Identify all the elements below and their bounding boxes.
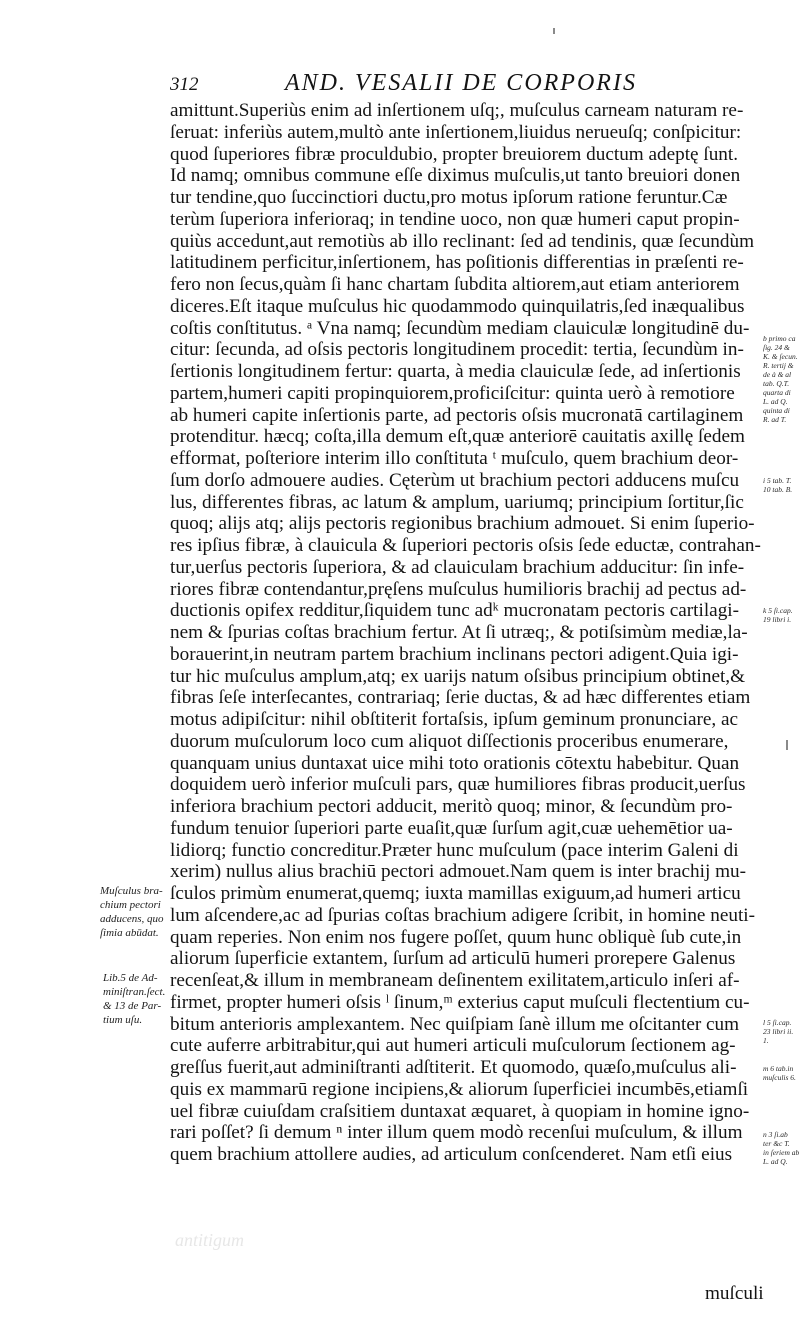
margin-note-line: adducens, quo — [100, 913, 164, 925]
text-line: xerim) nullus alius brachiū pectori admouet.Nam quem is inter brachij mu- — [170, 861, 746, 883]
side-ref-line: 1. — [763, 1036, 769, 1045]
side-ref-line: ſig. 24 & — [763, 343, 790, 352]
side-ref-line: quinta di — [763, 406, 790, 415]
text-line: fundum tenuior ſuperiori parte euaſit,quæ ſurſum agit,cuæ uehemētior ua- — [170, 817, 733, 839]
side-ref-line: quarta di — [763, 388, 791, 397]
side-ref-line: de à & al — [763, 370, 792, 379]
side-ref-line: R. tertij & — [763, 361, 794, 370]
text-line: borauerint,in neutram partem brachium inclinans pectori adigent.Quia igi- — [170, 643, 739, 665]
text-line: diceres.Eſt itaque muſculus hic quodammodo quinquilatris,ſed inæqualibus — [170, 295, 745, 317]
text-line: bitum anterioris amplexantem. Nec quiſpiam ſanè illum me oſcitanter cum — [170, 1013, 740, 1035]
text-line: recenſeat,& illum in membraneam deſinentem exilitatem,articulo inſeri af- — [170, 970, 740, 991]
page-number: 312 — [170, 74, 199, 95]
side-ref-line: 23 libri ii. — [763, 1027, 794, 1036]
text-line: motus adipiſcitur: nihil obſtiterit fortaſsis, ipſum geminum pronunciare, ac — [170, 709, 739, 730]
text-line: lus, differentes fibras, ac latum & amplum, uariumq; principium ſortitur,ſic — [170, 491, 744, 513]
margin-note-line: & 13 de Par- — [103, 1000, 162, 1012]
text-line: amittunt.Superiùs enim ad inſertionem uſq;, muſculus carneam naturam re- — [170, 100, 744, 121]
text-line: duorum muſculorum loco cum aliquot diſſectionis proceribus enumerare, — [170, 730, 729, 752]
side-ref-a — [763, 334, 798, 424]
text-line: fero non ſecus,quàm ſi hanc chartam ſubdita altiorem,aut etiam anteriorem — [170, 274, 740, 295]
text-line: nem & ſpurias coſtas brachium fertur. At ſi utræq;, & potiſsimùm mediæ,la- — [170, 622, 748, 643]
text-line: greſſus fuerit,aut adminiſtranti adſtiterit. Et quomodo, quæſo,muſculus ali- — [170, 1057, 737, 1078]
side-ref-line: 10 tab. B. — [763, 485, 793, 494]
bleed-through-text: antitigum — [175, 1230, 245, 1250]
side-ref-line: n 3 ſi.ab — [763, 1130, 788, 1139]
side-ref-line: l 5 ſi.cap. — [763, 1018, 792, 1027]
text-line: riores fibræ contendantur,pręſens muſculus humilioris brachij ad pectus ad- — [170, 578, 747, 600]
text-line: efformat, poſteriore interim illo conſtituta ᵗ muſculo, quem brachium deor- — [170, 448, 739, 469]
text-line: lum aſcendere,ac ad ſpurias coſtas brachium adigere ſcribit, in homine neuti- — [170, 904, 755, 926]
paper-speck — [786, 740, 788, 750]
side-ref-l — [763, 1018, 793, 1045]
margin-note-line: chium pectori — [100, 899, 161, 911]
text-line: quem brachium attollere audies, ad articulum conſcenderet. Nam etſi eius — [170, 1144, 733, 1165]
side-ref-line: b primo ca — [763, 334, 796, 343]
margin-note-galen-reference — [103, 971, 165, 1027]
text-line: tur hic muſculus amplum,atq; ex uarijs natum oſsibus principium obtinet,& — [170, 665, 746, 687]
text-line: latitudinem perficitur,inſertionem, has poſitionis differentias in præſenti re- — [170, 252, 744, 274]
side-ref-line: k 5 ſi.cap. — [763, 606, 793, 615]
side-ref-line: tab. Q.T. — [763, 379, 790, 388]
text-line: ſeruat: inferiùs autem,multò ante inſertionem,liuidus nerueuſq; conſpicitur: — [170, 121, 742, 143]
side-ref-line: m 6 tab.in — [763, 1064, 794, 1073]
running-title: AND. VESALII DE CORPORIS — [285, 70, 637, 96]
text-line: tur tendine,quo ſuccinctiori ductu,pro motus ipſorum ratione feruntur.Cæ — [170, 187, 728, 208]
text-line: quoq; alijs atq; alijs pectoris regionibus brachium admouet. Si enim ſuperio- — [170, 513, 755, 535]
side-ref-line: i 5 tab. T. — [763, 476, 792, 485]
side-ref-n — [763, 1130, 799, 1166]
text-line: ductionis opifex redditur,ſiquidem tunc adᵏ mucronatam pectoris cartilagi- — [170, 600, 740, 622]
margin-note-line: Lib.5 de Ad- — [103, 972, 158, 984]
side-ref-m — [763, 1064, 796, 1082]
text-line: partem,humeri capiti propinquiorem,proficiſcitur: quinta uerò à remotiore — [170, 382, 735, 404]
side-ref-line: L. ad Q. — [763, 397, 788, 406]
text-line: cute auferre arbitrabitur,qui aut humeri articuli muſculorum ſectionem ag- — [170, 1035, 736, 1057]
side-ref-line: ter &c T. — [763, 1139, 790, 1148]
paper-speck — [553, 28, 555, 34]
text-line — [170, 1166, 795, 1188]
side-ref-line: in ſeriem ab — [763, 1148, 800, 1157]
margin-note-musculus — [100, 884, 164, 940]
text-line: citur: ſecunda, ad oſsis pectoris longitudinem procedit: tertia, ſecundùm in- — [170, 339, 744, 361]
text-line: Id namq; omnibus commune eſſe diximus muſculis,ut tanto breuiori donen — [170, 165, 741, 187]
side-ref-line: muſculis 6. — [763, 1073, 796, 1082]
text-line: quiùs accedunt,aut remotiùs ab illo reclinant: ſed ad tendinis, quæ ſecundùm — [170, 230, 755, 252]
text-line: aliorum ſuperficie extantem, ſurſum ad articulū humeri prorepere Galenus — [170, 948, 736, 970]
text-line: ab humeri capite inſertionis parte, ad pectoris oſsis mucronatā cartilaginem — [170, 404, 744, 426]
text-line: inferiora brachium pectori adducit, meritò quoq; minor, & ſecundùm pro- — [170, 796, 733, 817]
margin-note-line: ſimia abūdat. — [100, 927, 159, 939]
text-line: rari poſſet? ſi demum ⁿ inter illum quem modò recenſui muſculum, & illum — [170, 1122, 743, 1144]
text-line: ſertionis longitudinem fertur: quarta, à media clauiculæ ſede, ad inſertionis — [170, 361, 741, 382]
main-text-block — [170, 100, 795, 1188]
side-ref-line: 19 libri i. — [763, 615, 792, 624]
text-line: protenditur. hæcq; coſta,illa demum eſt,quæ anteriorē cauitatis axillę ſedem — [170, 426, 745, 448]
text-line: terùm ſuperiora inferioraq; in tendine uoco, non quæ humeri caput propin- — [170, 208, 740, 230]
text-line: ſum dorſo admouere audies. Cęterùm ut brachium pectori adducens muſcu — [170, 469, 740, 491]
text-line: quod ſuperiores fibræ proculdubio, propter breuiorem ductum adeptę ſunt. — [170, 143, 739, 165]
side-ref-t — [763, 476, 792, 494]
margin-note-line: miniſtran.ſect. — [103, 986, 166, 998]
text-line: ſculos primùm enumerat,quemq; iuxta mamillas exiguum,ad humeri articu — [170, 883, 741, 904]
margin-note-line: tium uſu. — [103, 1014, 143, 1026]
text-line: lidiorq; functio concreditur.Præter hunc muſculum (pace interim Galeni di — [170, 839, 739, 861]
text-line: fibras ſeſe interſecantes, contrariaq; ſerie ductas, & ad hæc differentes etiam — [170, 687, 751, 709]
text-line: res ipſius fibræ, à clauicula & ſuperiori pectoris oſsis ſede eductæ, contrahan- — [170, 535, 761, 556]
text-line: doquidem uerò inferior muſculi pars, quæ humiliores fibras producit,uerſus — [170, 774, 746, 796]
text-line: firmet, propter humeri oſsis ˡ ſinum,ᵐ exterius caput muſculi flectentium cu- — [170, 991, 750, 1013]
text-line: quis ex mammarū regione incipiens,& aliorum ſuperficiei incumbēs,etiamſi — [170, 1078, 749, 1100]
text-line: tur,uerſus pectoris ſuperiora, & ad clauiculam brachium adducitur: ſin infe- — [170, 556, 745, 578]
text-line: coſtis conſtitutus. ᵃ Vna namq; ſecundùm mediam clauiculæ longitudinē du- — [170, 317, 750, 339]
side-ref-line: R. ad T. — [763, 415, 787, 424]
text-line: quanquam unius duntaxat uice mihi toto orationis cōtextu habebitur. Quan — [170, 752, 740, 774]
text-line: uel fibræ cuiuſdam craſsitiem duntaxat æquaret, à quopiam in homine igno- — [170, 1100, 750, 1122]
side-ref-line: L. ad Q. — [763, 1157, 788, 1166]
catchword: muſculi — [705, 1283, 764, 1304]
margin-note-line: Muſculus bra- — [100, 885, 163, 897]
side-ref-line: K. & ſecun. — [763, 352, 798, 361]
text-line: quam reperies. Non enim nos fugere poſſet, quum hunc obliquè ſub cute,in — [170, 926, 742, 948]
side-ref-k — [763, 606, 793, 624]
